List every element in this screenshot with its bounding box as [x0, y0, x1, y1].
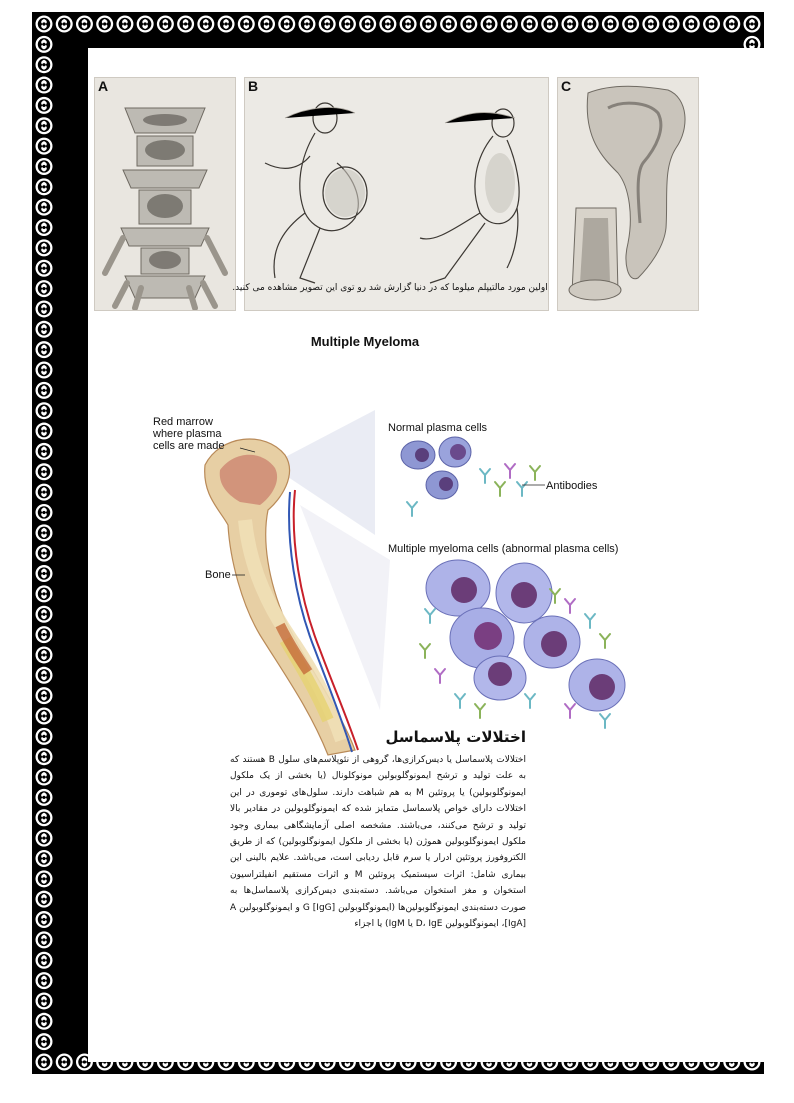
article-body: اختلالات پلاسماسل یا دیس‌کرازی‌ها، گروهی از نئوپلاسم‌های سلول B هستند که به علت تولید و ترشح ایمونوگلوبولین مونوکلونال (یا بخشی از یک ملکول ایمونوگلوبولین) یا پروتئین M به هم شباهت دارند. سلول‌های توموری در این اختلالات دارای خواص پلاسماسل متمایز شده که ایمونوگلوبولین در مقادیر بالا تولید و ترشح می‌کنند، می‌باشند. مشخصه اصلی آزمایشگاهی بیماری وجود ملکول ایمونوگلوبولین هموژن (یا بخشی از ملکول ایمونوگلوبولین) که از طریق الکتروفورز پروتئین ادرار یا سرم قابل ردیابی است، می‌باشد. علایم بالینی این بیماری شامل: اثرات سیستمیک پروتئین M و اثرات مستقیم انفیلتراسیون استخوان و مغز استخوان می‌باشد. دسته‌بندی دیس‌کرازی پلاسماسل‌ها به صورت دسته‌بندی ایمونوگلوبولین‌ها (ایمونوگلوبولین G [IgG] و ایمونوگلوبولین A [IgA]، ایمونوگلوبولین D، IgE یا IgM) یا اجزاء: [230, 755, 526, 930]
label-antibodies: Antibodies: [546, 480, 598, 492]
historical-patient-illustration: [245, 78, 548, 310]
vertebral-column-illustration: [95, 78, 235, 310]
normal-plasma-cells: [401, 437, 471, 499]
panel-letter-a: A: [98, 78, 109, 94]
label-red-marrow: Red marrow where plasma cells are made: [153, 416, 225, 452]
bone-cross-section-illustration: [558, 78, 698, 310]
myeloma-diagram-artwork: [150, 410, 650, 760]
figure-panel-a: [94, 77, 236, 311]
figure-panel-c: [557, 77, 699, 311]
label-myeloma-cells: Multiple myeloma cells (abnormal plasma cells): [388, 543, 619, 555]
diagram-title: Multiple Myeloma: [310, 334, 420, 349]
figure-panel-b: [244, 77, 549, 311]
label-bone: Bone: [205, 569, 231, 581]
label-normal-plasma-cells: Normal plasma cells: [388, 422, 488, 434]
figure-caption: اولین مورد مالتیپلم میلوما که در دنیا گزارش شد رو توی این تصویر مشاهده می کنید.: [232, 283, 548, 293]
panel-letter-b: B: [248, 78, 259, 94]
myeloma-cells: [426, 560, 625, 711]
panel-letter-c: C: [561, 78, 572, 94]
article-heading: اختلالات پلاسماسل: [385, 728, 526, 746]
